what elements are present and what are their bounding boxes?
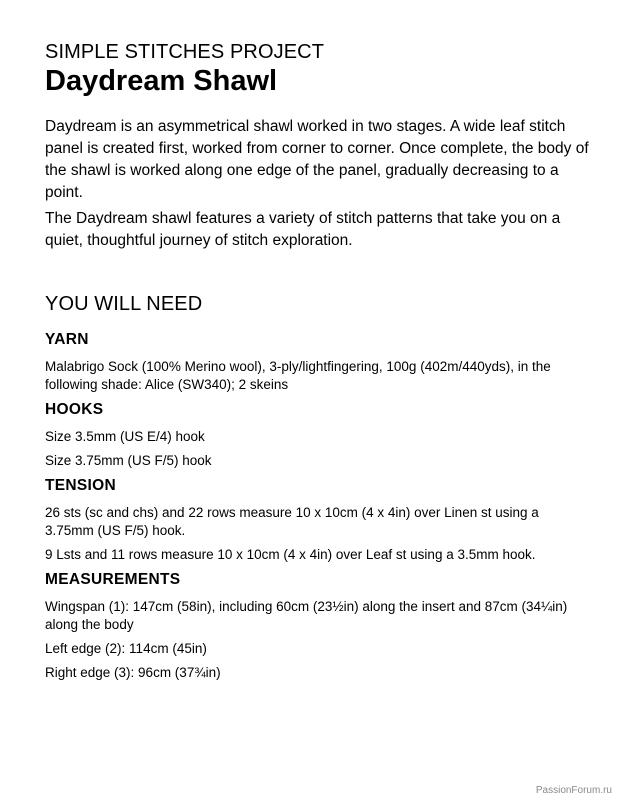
measurement-item: Wingspan (1): 147cm (58in), including 60cm (23½in) along the insert and 87cm (34¼in) along the body bbox=[45, 599, 568, 632]
measurement-item: Left edge (2): 114cm (45in) bbox=[45, 641, 207, 656]
measurements-heading: MEASUREMENTS bbox=[45, 571, 181, 588]
tension-section bbox=[45, 476, 590, 564]
tension-heading: TENSION bbox=[45, 477, 116, 494]
intro-section bbox=[45, 116, 590, 252]
intro-paragraph: Daydream is an asymmetrical shawl worked in two stages. A wide leaf stitch panel is created first, worked from corner to corner. Once complete, the body of the shawl is worked along one edge of the panel, gradually decreasing to a point. bbox=[45, 118, 589, 201]
measurement-item: Right edge (3): 96cm (37¾in) bbox=[45, 665, 221, 680]
hooks-section bbox=[45, 400, 590, 470]
watermark: PassionForum.ru bbox=[535, 785, 612, 796]
project-kicker: SIMPLE STITCHES PROJECT bbox=[45, 41, 325, 63]
yarn-heading: YARN bbox=[45, 331, 89, 348]
intro-paragraph: The Daydream shawl features a variety of stitch patterns that take you on a quiet, thoughtful journey of stitch exploration. bbox=[45, 210, 561, 249]
hook-item: Size 3.75mm (US F/5) hook bbox=[45, 453, 212, 468]
tension-item: 9 Lsts and 11 rows measure 10 x 10cm (4 x 4in) over Leaf st using a 3.5mm hook. bbox=[45, 547, 536, 562]
pattern-page bbox=[45, 40, 590, 688]
measurements-section bbox=[45, 570, 590, 682]
hook-item: Size 3.5mm (US E/4) hook bbox=[45, 429, 205, 444]
yarn-section bbox=[45, 330, 590, 394]
hooks-heading: HOOKS bbox=[45, 401, 104, 418]
yarn-text: Malabrigo Sock (100% Merino wool), 3-ply/lightfingering, 100g (402m/440yds), in the following shade: Alice (SW340); 2 skeins bbox=[45, 359, 551, 392]
you-will-need-heading: YOU WILL NEED bbox=[45, 293, 203, 315]
tension-item: 26 sts (sc and chs) and 22 rows measure 10 x 10cm (4 x 4in) over Linen st using a 3.75mm (US F/5) hook. bbox=[45, 505, 539, 538]
page-title: Daydream Shawl bbox=[45, 65, 278, 97]
